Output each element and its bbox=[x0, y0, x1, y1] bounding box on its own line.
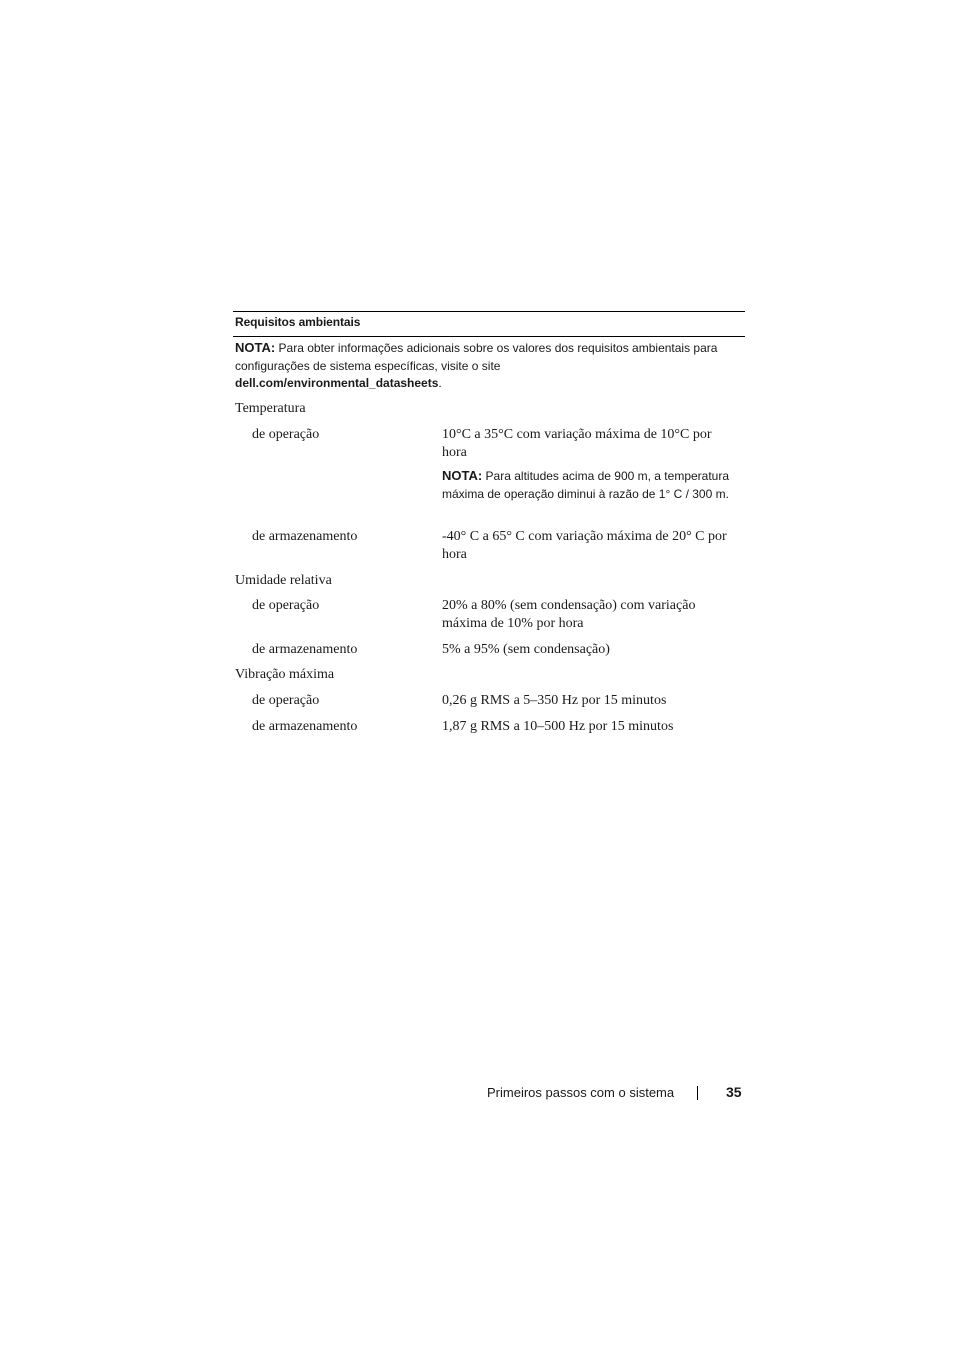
table-top-rule bbox=[233, 311, 745, 312]
row-label: de operação bbox=[252, 598, 320, 613]
row-value: 0,26 g RMS a 5–350 Hz por 15 minutos bbox=[442, 693, 667, 708]
note bbox=[235, 339, 740, 393]
inner-note-text: Para altitudes acima de 900 m, a temperatura máxima de operação diminui à razão de 1° C / 300 m. bbox=[442, 469, 730, 501]
row-value: 1,87 g RMS a 10–500 Hz por 15 minutos bbox=[442, 719, 674, 734]
footer-separator bbox=[697, 1086, 698, 1100]
note-text: Para obter informações adicionais sobre os valores dos requisitos ambientais para configurações de sistema específicas, visite o site bbox=[235, 341, 718, 373]
footer-section-title: Primeiros passos com o sistema bbox=[487, 1085, 675, 1100]
row-value: 10°C a 35°C com variação máxima de 10°C por hora bbox=[442, 427, 712, 460]
note-end: . bbox=[438, 376, 442, 390]
inner-note bbox=[442, 467, 742, 503]
row-label: de armazenamento bbox=[252, 642, 358, 657]
category-humidity: Umidade relativa bbox=[235, 573, 332, 588]
row-value: 20% a 80% (sem condensação) com variação máxima de 10% por hora bbox=[442, 598, 696, 631]
page-number: 35 bbox=[726, 1084, 742, 1100]
row-label: de operação bbox=[252, 693, 320, 708]
row-value: 5% a 95% (sem condensação) bbox=[442, 642, 610, 657]
category-temperature: Temperatura bbox=[235, 401, 306, 416]
note-url: dell.com/environmental_datasheets bbox=[235, 376, 439, 390]
row-value: -40° C a 65° C com variação máxima de 20° C por hora bbox=[442, 529, 727, 562]
row-label: de operação bbox=[252, 427, 320, 442]
row-label: de armazenamento bbox=[252, 529, 358, 544]
note-label: NOTA: bbox=[235, 340, 276, 355]
table-title: Requisitos ambientais bbox=[235, 315, 361, 329]
table-header-rule bbox=[233, 336, 745, 337]
category-vibration: Vibração máxima bbox=[235, 667, 335, 682]
row-label: de armazenamento bbox=[252, 719, 358, 734]
inner-note-label: NOTA: bbox=[442, 468, 483, 483]
